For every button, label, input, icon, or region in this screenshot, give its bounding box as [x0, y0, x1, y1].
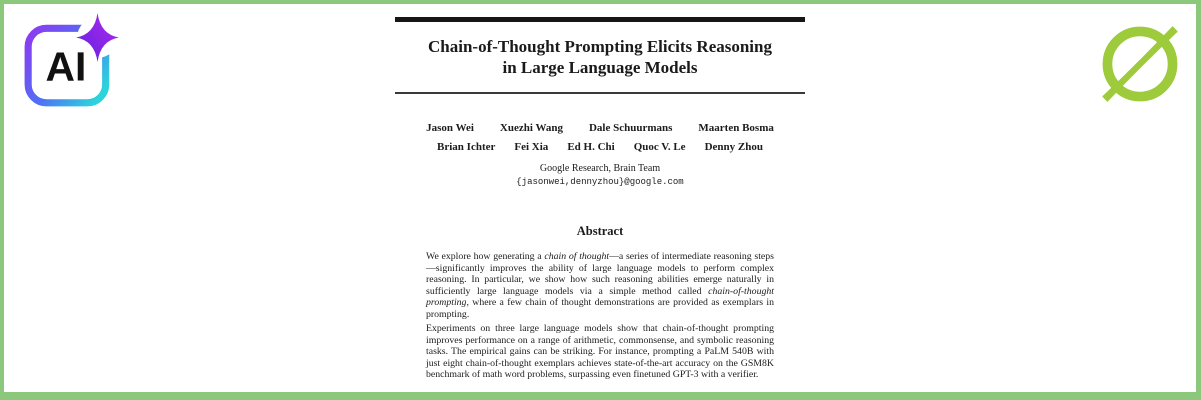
author-name: Xuezhi Wang [499, 122, 563, 134]
blocked-circle-graphic [1096, 20, 1184, 108]
paper-page [395, 4, 805, 392]
paper-title-line-1: Chain-of-Thought Prompting Elicits Reasoning [428, 37, 772, 56]
blocked-circle-icon [1096, 20, 1184, 108]
author-name: Dale Schuurmans [588, 122, 673, 134]
authors-row-1 [395, 122, 805, 135]
author-name: Maarten Bosma [698, 122, 774, 134]
author-name: Quoc V. Le [633, 141, 686, 153]
ai-logo [20, 10, 122, 112]
abstract-paragraph-2: Experiments on three large language models show that chain-of-thought prompting improves performance on a range of arithmetic, commonsense, and symbolic reasoning tasks. The empirical gains can be striking. For instance, prompting a PaLM 540B with just eight chain-of-thought exemplars achieves state-of-the-art accuracy on the GSM8K benchmark of math word problems, surpassing even finetuned GPT-3 with a verifier. [426, 323, 774, 380]
paper-title-line-2: in Large Language Models [502, 58, 698, 77]
author-name: Jason Wei [426, 122, 474, 134]
affiliation: Google Research, Brain Team [539, 163, 661, 174]
paper-title [395, 36, 805, 78]
author-name: Denny Zhou [704, 141, 763, 153]
ai-logo-label: AI [45, 43, 87, 90]
blocked-circle-slash [1102, 26, 1178, 102]
title-rule-top [395, 17, 805, 22]
title-rule-bottom [395, 92, 805, 94]
abstract-paragraph-1: We explore how generating a chain of thought—a series of intermediate reasoning steps—significantly improves the ability of large language models to perform complex reasoning. In particular, we show how such reasoning abilities emerge naturally in sufficiently large language models via a simple method called chain-of-thought prompting, where a few chain of thought demonstrations are provided as exemplars in prompting. [426, 251, 774, 320]
author-name: Brian Ichter [437, 141, 496, 153]
ai-logo-graphic [20, 10, 122, 112]
email: {jasonwei,dennyzhou}@google.com [516, 177, 684, 187]
abstract-heading: Abstract [576, 224, 624, 238]
author-name: Ed H. Chi [567, 141, 615, 153]
authors-row-2 [395, 141, 805, 154]
author-name: Fei Xia [514, 141, 549, 153]
abstract-body [426, 251, 774, 381]
